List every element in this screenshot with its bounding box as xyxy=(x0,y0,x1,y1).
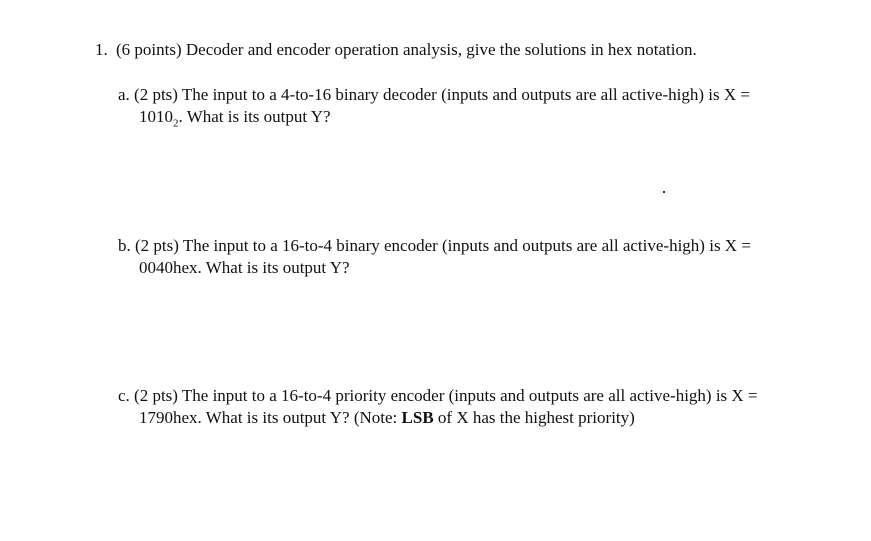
question-1-heading xyxy=(95,39,697,61)
part-a-question: . What is its output Y? xyxy=(178,107,331,126)
part-c-line-1: c. (2 pts) The input to a 16-to-4 priority encoder (inputs and outputs are all active-high) is X = xyxy=(118,386,758,405)
scan-speck xyxy=(663,191,665,193)
part-a-subscript: 2 xyxy=(173,117,179,130)
question-text: (6 points) Decoder and encoder operation analysis, give the solutions in hex notation. xyxy=(116,40,697,59)
question-number: 1. xyxy=(95,40,108,59)
part-b xyxy=(118,235,838,279)
part-c-text-before: 1790hex. What is its output Y? (Note: xyxy=(139,408,402,427)
part-c-lsb: LSB xyxy=(401,408,434,427)
part-b-line-2: 0040hex. What is its output Y? xyxy=(139,258,350,277)
part-a-value: 1010 xyxy=(139,107,173,126)
part-a-line-1: a. (2 pts) The input to a 4-to-16 binary decoder (inputs and outputs are all active-high) is X = xyxy=(118,85,750,104)
part-c-line-2 xyxy=(118,407,838,429)
part-a xyxy=(118,84,838,134)
part-c-text-after: of X has the highest priority) xyxy=(433,408,635,427)
part-a-line-2 xyxy=(118,106,838,134)
part-b-line-1: b. (2 pts) The input to a 16-to-4 binary encoder (inputs and outputs are all active-high) is X = xyxy=(118,236,751,255)
part-c xyxy=(118,385,838,429)
